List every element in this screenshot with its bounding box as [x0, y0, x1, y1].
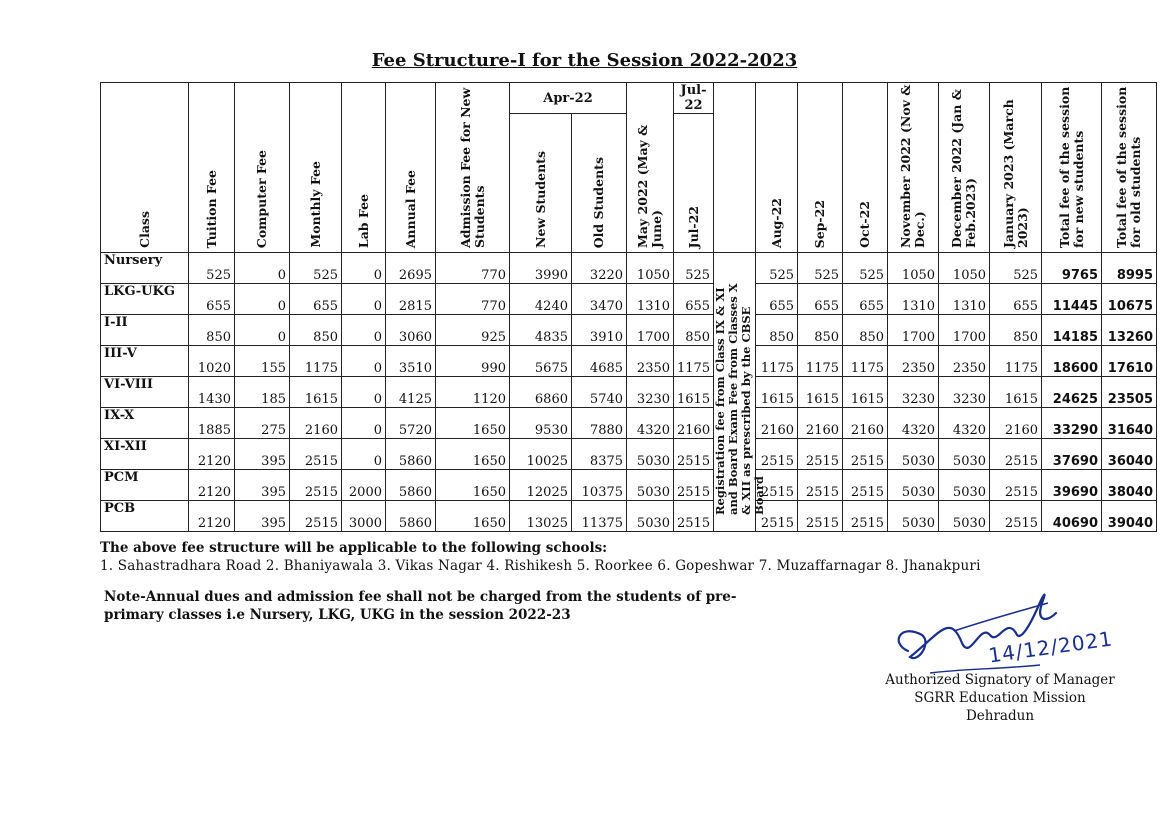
- cell-lab: 2000: [342, 470, 386, 501]
- cell-computer: 185: [235, 377, 290, 408]
- cell-oct: 2515: [843, 439, 888, 470]
- header-jul-22: Jul-22: [674, 114, 714, 253]
- cell-tuition: 2120: [189, 501, 235, 532]
- signatory-city: Dehradun: [965, 708, 1035, 724]
- cell-class: IX-X: [101, 408, 189, 439]
- cell-tuition: 850: [189, 315, 235, 346]
- cell-total-old: 23505: [1102, 377, 1157, 408]
- header-jan: January 2023 (March 2023): [990, 83, 1042, 253]
- table-row: [101, 284, 1157, 315]
- header-nov: November 2022 (Nov & Dec.): [888, 83, 939, 253]
- cell-jan: 1175: [990, 346, 1042, 377]
- cell-jul: 2515: [674, 470, 714, 501]
- cell-oct: 2515: [843, 470, 888, 501]
- signature-mark: [870, 573, 1130, 683]
- cell-total-old: 39040: [1102, 501, 1157, 532]
- cell-class: VI-VIII: [101, 377, 189, 408]
- cell-tuition: 1430: [189, 377, 235, 408]
- cell-admission: 925: [436, 315, 510, 346]
- cell-oct: 655: [843, 284, 888, 315]
- cell-admission: 1650: [436, 439, 510, 470]
- cell-annual: 4125: [386, 377, 436, 408]
- header-admission-fee: Admission Fee for New Students: [436, 83, 510, 253]
- header-tuition-fee: Tuition Fee: [189, 83, 235, 253]
- cell-lab: 0: [342, 315, 386, 346]
- cell-admission: 770: [436, 253, 510, 284]
- cell-old-students: 3910: [572, 315, 627, 346]
- cell-total-old: 36040: [1102, 439, 1157, 470]
- cell-dec: 3230: [939, 377, 990, 408]
- cell-nov: 3230: [888, 377, 939, 408]
- cell-class: III-V: [101, 346, 189, 377]
- cell-oct: 2160: [843, 408, 888, 439]
- cell-jul: 525: [674, 253, 714, 284]
- cell-total-new: 24625: [1042, 377, 1102, 408]
- cell-annual: 5860: [386, 470, 436, 501]
- cell-admission: 990: [436, 346, 510, 377]
- cell-dec: 2350: [939, 346, 990, 377]
- cell-jan: 850: [990, 315, 1042, 346]
- header-total-old: Total fee of the session for old students: [1102, 83, 1157, 253]
- cell-computer: 155: [235, 346, 290, 377]
- cell-nov: 1310: [888, 284, 939, 315]
- cell-old-students: 3220: [572, 253, 627, 284]
- cell-jul: 2515: [674, 501, 714, 532]
- cell-may: 2350: [627, 346, 674, 377]
- cell-aug: 655: [756, 284, 798, 315]
- cell-aug: 2160: [756, 408, 798, 439]
- cell-computer: 0: [235, 315, 290, 346]
- table-row: [101, 377, 1157, 408]
- cell-annual: 2695: [386, 253, 436, 284]
- cell-jul: 655: [674, 284, 714, 315]
- cell-sep: 525: [798, 253, 843, 284]
- header-oct: Oct-22: [843, 83, 888, 253]
- header-computer-fee: Computer Fee: [235, 83, 290, 253]
- cell-jan: 2515: [990, 439, 1042, 470]
- header-lab-fee: Lab Fee: [342, 83, 386, 253]
- cell-total-old: 8995: [1102, 253, 1157, 284]
- cell-jan: 2160: [990, 408, 1042, 439]
- cell-monthly: 2515: [290, 470, 342, 501]
- cell-total-new: 33290: [1042, 408, 1102, 439]
- table-row: [101, 253, 1157, 284]
- cell-lab: 0: [342, 377, 386, 408]
- cell-oct: 525: [843, 253, 888, 284]
- cell-jul: 850: [674, 315, 714, 346]
- cell-admission: 1650: [436, 470, 510, 501]
- header-sep: Sep-22: [798, 83, 843, 253]
- cell-nov: 1050: [888, 253, 939, 284]
- cell-aug: 525: [756, 253, 798, 284]
- cell-may: 1050: [627, 253, 674, 284]
- registration-fee-cell: Registration fee from Class IX & XI and Board Exam Fee from Classes X & XII as prescribed by the CBSE Board: [714, 253, 756, 532]
- cell-lab: 0: [342, 346, 386, 377]
- cell-class: PCB: [101, 501, 189, 532]
- signature-block: [870, 573, 1130, 723]
- cell-class: PCM: [101, 470, 189, 501]
- cell-old-students: 7880: [572, 408, 627, 439]
- cell-admission: 1120: [436, 377, 510, 408]
- cell-new-students: 12025: [510, 470, 572, 501]
- signatory-org: SGRR Education Mission: [914, 690, 1086, 706]
- cell-annual: 5860: [386, 501, 436, 532]
- cell-total-new: 14185: [1042, 315, 1102, 346]
- cell-total-new: 40690: [1042, 501, 1102, 532]
- cell-old-students: 10375: [572, 470, 627, 501]
- cell-total-new: 39690: [1042, 470, 1102, 501]
- cell-lab: 0: [342, 408, 386, 439]
- cell-oct: 1175: [843, 346, 888, 377]
- cell-sep: 2515: [798, 439, 843, 470]
- cell-nov: 5030: [888, 470, 939, 501]
- table-row: [101, 346, 1157, 377]
- cell-total-old: 10675: [1102, 284, 1157, 315]
- cell-jan: 525: [990, 253, 1042, 284]
- cell-computer: 0: [235, 253, 290, 284]
- cell-dec: 1700: [939, 315, 990, 346]
- cell-aug: 2515: [756, 439, 798, 470]
- cell-annual: 2815: [386, 284, 436, 315]
- cell-may: 1700: [627, 315, 674, 346]
- cell-sep: 2160: [798, 408, 843, 439]
- cell-lab: 0: [342, 253, 386, 284]
- cell-admission: 1650: [436, 408, 510, 439]
- cell-annual: 5860: [386, 439, 436, 470]
- signatory-title: Authorized Signatory of Manager: [885, 672, 1115, 688]
- cell-oct: 2515: [843, 501, 888, 532]
- cell-tuition: 1020: [189, 346, 235, 377]
- cell-total-new: 9765: [1042, 253, 1102, 284]
- cell-jul: 2515: [674, 439, 714, 470]
- table-row: [101, 501, 1157, 532]
- header-class: Class: [101, 83, 189, 253]
- cell-aug: 850: [756, 315, 798, 346]
- cell-monthly: 850: [290, 315, 342, 346]
- cell-monthly: 2160: [290, 408, 342, 439]
- cell-class: Nursery: [101, 253, 189, 284]
- cell-total-old: 13260: [1102, 315, 1157, 346]
- group-header-apr: Apr-22: [510, 83, 627, 114]
- fee-table: [100, 82, 1157, 532]
- cell-dec: 1050: [939, 253, 990, 284]
- header-dec: December 2022 (Jan & Feb.2023): [939, 83, 990, 253]
- cell-jan: 655: [990, 284, 1042, 315]
- cell-may: 1310: [627, 284, 674, 315]
- cell-tuition: 655: [189, 284, 235, 315]
- cell-oct: 1615: [843, 377, 888, 408]
- cell-new-students: 4835: [510, 315, 572, 346]
- cell-sep: 2515: [798, 501, 843, 532]
- cell-aug: 2515: [756, 501, 798, 532]
- cell-jul: 1175: [674, 346, 714, 377]
- cell-nov: 5030: [888, 439, 939, 470]
- cell-new-students: 13025: [510, 501, 572, 532]
- cell-tuition: 525: [189, 253, 235, 284]
- cell-monthly: 2515: [290, 501, 342, 532]
- cell-sep: 2515: [798, 470, 843, 501]
- cell-jan: 2515: [990, 501, 1042, 532]
- cell-new-students: 9530: [510, 408, 572, 439]
- cell-new-students: 10025: [510, 439, 572, 470]
- cell-computer: 395: [235, 501, 290, 532]
- table-row: [101, 439, 1157, 470]
- cell-nov: 2350: [888, 346, 939, 377]
- cell-old-students: 3470: [572, 284, 627, 315]
- cell-dec: 5030: [939, 439, 990, 470]
- schools-list: 1. Sahastradhara Road 2. Bhaniyawala 3. Vikas Nagar 4. Rishikesh 5. Roorkee 6. Gopeshwar 7. Muzaffarnagar 8. Jhanakpuri: [100, 558, 981, 574]
- cell-monthly: 1615: [290, 377, 342, 408]
- cell-new-students: 5675: [510, 346, 572, 377]
- cell-nov: 1700: [888, 315, 939, 346]
- cell-dec: 1310: [939, 284, 990, 315]
- header-total-new: Total fee of the session for new students: [1042, 83, 1102, 253]
- cell-jul: 1615: [674, 377, 714, 408]
- cell-may: 5030: [627, 470, 674, 501]
- header-aug: Aug-22: [756, 83, 798, 253]
- cell-aug: 1615: [756, 377, 798, 408]
- cell-computer: 395: [235, 439, 290, 470]
- applicability-text: The above fee structure will be applicable to the following schools:: [100, 540, 608, 556]
- cell-sep: 1175: [798, 346, 843, 377]
- cell-total-old: 17610: [1102, 346, 1157, 377]
- cell-total-new: 11445: [1042, 284, 1102, 315]
- header-registration: [714, 83, 756, 253]
- cell-total-old: 31640: [1102, 408, 1157, 439]
- cell-jul: 2160: [674, 408, 714, 439]
- cell-class: LKG-UKG: [101, 284, 189, 315]
- cell-nov: 4320: [888, 408, 939, 439]
- cell-total-new: 37690: [1042, 439, 1102, 470]
- cell-old-students: 4685: [572, 346, 627, 377]
- cell-annual: 5720: [386, 408, 436, 439]
- cell-aug: 2515: [756, 470, 798, 501]
- cell-lab: 0: [342, 439, 386, 470]
- cell-tuition: 2120: [189, 470, 235, 501]
- header-old-students: Old Students: [572, 114, 627, 253]
- cell-old-students: 5740: [572, 377, 627, 408]
- table-row: [101, 408, 1157, 439]
- header-monthly-fee: Monthly Fee: [290, 83, 342, 253]
- cell-tuition: 2120: [189, 439, 235, 470]
- cell-class: I-II: [101, 315, 189, 346]
- signature-date: 14/12/2021: [986, 626, 1115, 668]
- cell-old-students: 8375: [572, 439, 627, 470]
- cell-sep: 1615: [798, 377, 843, 408]
- cell-nov: 5030: [888, 501, 939, 532]
- cell-annual: 3060: [386, 315, 436, 346]
- cell-total-old: 38040: [1102, 470, 1157, 501]
- cell-computer: 275: [235, 408, 290, 439]
- cell-class: XI-XII: [101, 439, 189, 470]
- cell-new-students: 6860: [510, 377, 572, 408]
- cell-may: 5030: [627, 501, 674, 532]
- header-new-students: New Students: [510, 114, 572, 253]
- cell-sep: 655: [798, 284, 843, 315]
- cell-jan: 1615: [990, 377, 1042, 408]
- cell-new-students: 4240: [510, 284, 572, 315]
- cell-admission: 770: [436, 284, 510, 315]
- header-may: May 2022 (May & June): [627, 83, 674, 253]
- cell-admission: 1650: [436, 501, 510, 532]
- cell-new-students: 3990: [510, 253, 572, 284]
- cell-lab: 0: [342, 284, 386, 315]
- group-header-jul: Jul-22: [674, 83, 714, 114]
- cell-may: 5030: [627, 439, 674, 470]
- cell-monthly: 2515: [290, 439, 342, 470]
- cell-computer: 0: [235, 284, 290, 315]
- cell-jan: 2515: [990, 470, 1042, 501]
- cell-old-students: 11375: [572, 501, 627, 532]
- cell-monthly: 655: [290, 284, 342, 315]
- cell-dec: 4320: [939, 408, 990, 439]
- cell-monthly: 1175: [290, 346, 342, 377]
- cell-annual: 3510: [386, 346, 436, 377]
- cell-may: 3230: [627, 377, 674, 408]
- table-row: [101, 315, 1157, 346]
- cell-total-new: 18600: [1042, 346, 1102, 377]
- cell-lab: 3000: [342, 501, 386, 532]
- cell-oct: 850: [843, 315, 888, 346]
- page-title: Fee Structure-I for the Session 2022-2023: [371, 50, 798, 71]
- table-row: [101, 470, 1157, 501]
- cell-computer: 395: [235, 470, 290, 501]
- cell-tuition: 1885: [189, 408, 235, 439]
- header-annual-fee: Annual Fee: [386, 83, 436, 253]
- cell-dec: 5030: [939, 470, 990, 501]
- cell-dec: 5030: [939, 501, 990, 532]
- note-text: Note-Annual dues and admission fee shall not be charged from the students of pre-primary classes i.e Nursery, LKG, UKG in the session 2022-23: [104, 589, 737, 623]
- cell-may: 4320: [627, 408, 674, 439]
- cell-aug: 1175: [756, 346, 798, 377]
- cell-monthly: 525: [290, 253, 342, 284]
- cell-sep: 850: [798, 315, 843, 346]
